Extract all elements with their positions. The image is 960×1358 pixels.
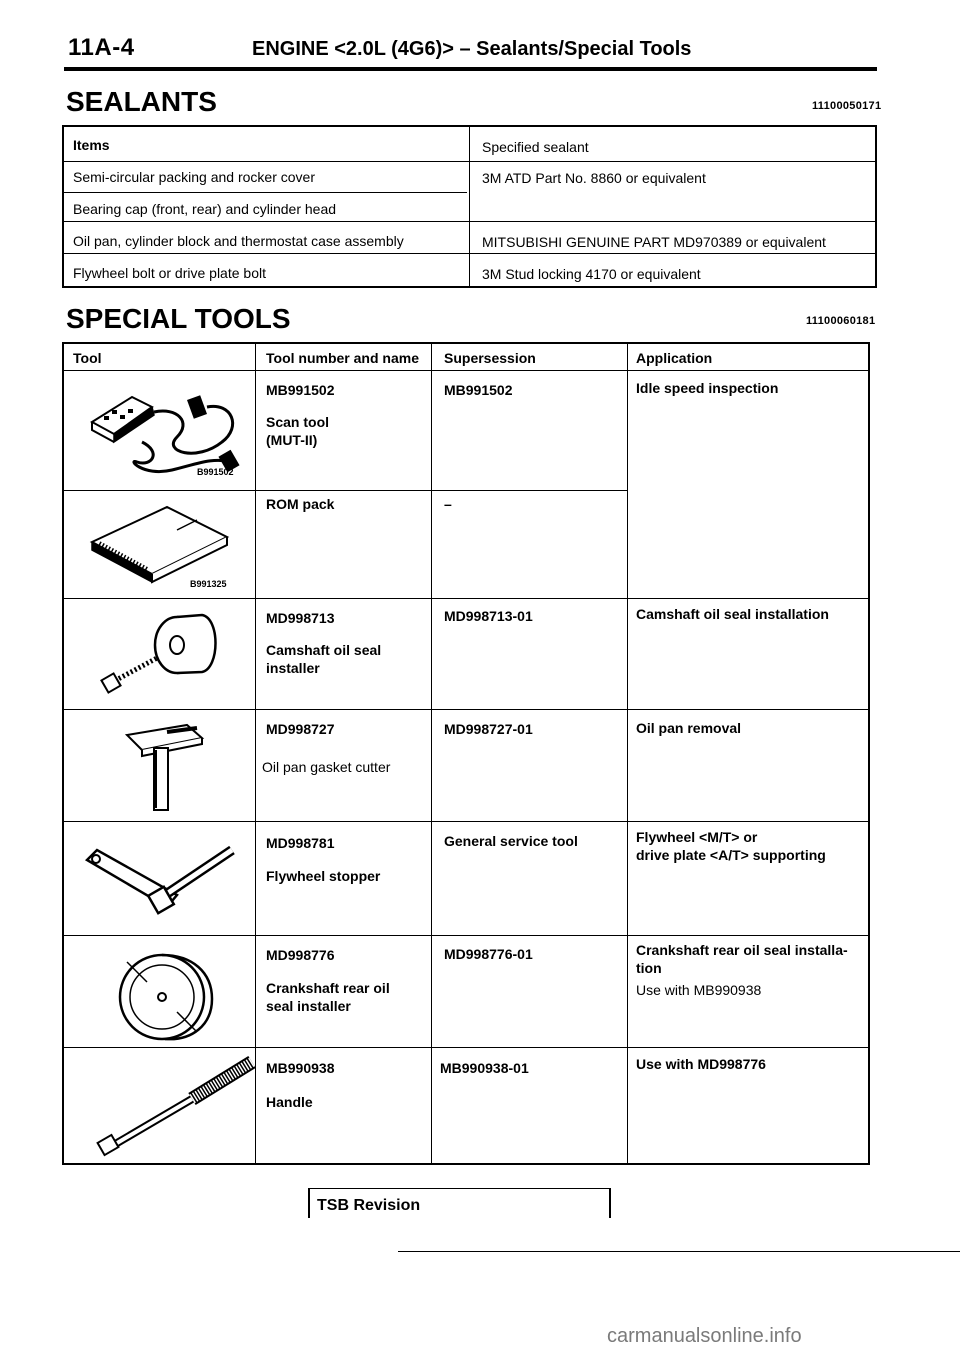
footer-box-left: [308, 1188, 310, 1218]
sealants-row-divider: [64, 253, 875, 254]
table-bottom-border: [62, 1163, 870, 1165]
sealant-row-item: Flywheel bolt or drive plate bolt: [73, 265, 266, 281]
tool-application-line: Camshaft oil seal installation: [636, 606, 829, 622]
tool-application-line: Use with MD998776: [636, 1056, 766, 1072]
tool-number: MD998776: [266, 947, 335, 963]
sealants-row-divider: [64, 221, 875, 222]
header-tool: Tool: [73, 350, 102, 366]
tool-number: MB990938: [266, 1060, 335, 1076]
figure-code: B991325: [190, 579, 227, 589]
row-divider: [62, 1047, 870, 1048]
page-number: 11A-4: [68, 34, 135, 61]
sealant-row-sealant: 3M Stud locking 4170 or equivalent: [482, 266, 701, 282]
tool-supersession: –: [444, 496, 452, 512]
sealant-row-item: Bearing cap (front, rear) and cylinder head: [73, 201, 337, 217]
column-divider: [431, 342, 432, 1165]
tool-number: MB991502: [266, 382, 335, 398]
sealants-title: SEALANTS: [66, 86, 217, 117]
handle-icon: [92, 1054, 262, 1159]
sealants-table: [62, 125, 877, 288]
column-divider: [255, 342, 256, 1165]
tool-supersession: MB991502: [444, 382, 513, 398]
sealants-column-divider: [469, 127, 470, 288]
row-divider: [62, 935, 870, 936]
special-tools-code: 11100060181: [806, 315, 876, 327]
page-title: ENGINE <2.0L (4G6)> – Sealants/Special Tools: [252, 38, 692, 60]
tool-number: MD998713: [266, 610, 335, 626]
footer-rule: [398, 1251, 960, 1252]
table-top-border: [62, 342, 870, 344]
header-supersession: Supersession: [444, 350, 536, 366]
column-divider: [627, 342, 628, 1165]
table-left-border: [62, 342, 64, 1165]
tool-application-line: Crankshaft rear oil seal installa-: [636, 942, 848, 958]
gasket-cutter-icon: [122, 720, 242, 815]
tool-application-line: Oil pan removal: [636, 720, 742, 736]
tool-name-line: Flywheel stopper: [266, 868, 381, 884]
figure-code: B991502: [197, 467, 234, 477]
sealants-header-items: Items: [73, 137, 110, 153]
tool-supersession: MD998713-01: [444, 608, 533, 624]
header-rule: [64, 67, 877, 71]
tsb-revision-box: [308, 1188, 611, 1218]
sealants-code: 11100050171: [812, 100, 882, 112]
watermark: carmanualsonline.info: [607, 1325, 802, 1347]
sealants-row-divider: [64, 161, 875, 162]
header-tool-number: Tool number and name: [266, 350, 419, 366]
tool-name-line: Camshaft oil seal: [266, 642, 382, 658]
tool-application-line: Flywheel <M/T> or: [636, 829, 758, 845]
row-divider: [62, 598, 870, 599]
tool-name-line: installer: [266, 660, 320, 676]
tool-supersession: MD998776-01: [444, 946, 533, 962]
tool-supersession: MB990938-01: [440, 1060, 529, 1076]
row-divider: [62, 821, 870, 822]
tool-supersession: General service tool: [444, 833, 578, 849]
flywheel-stopper-icon: [82, 835, 242, 930]
tool-name-line: Scan tool: [266, 414, 330, 430]
sealant-row-item: Oil pan, cylinder block and thermostat case assembly: [73, 233, 404, 249]
tool-application-line: drive plate <A/T> supporting: [636, 847, 826, 863]
sealant-row-sealant: 3M ATD Part No. 8860 or equivalent: [482, 170, 706, 186]
tool-number: MD998781: [266, 835, 335, 851]
sealants-header-sealant: Specified sealant: [482, 139, 589, 155]
table-right-border: [868, 342, 870, 1165]
row-divider: [62, 490, 628, 491]
header-application: Application: [636, 350, 713, 366]
crankshaft-seal-installer-icon: [107, 947, 227, 1042]
footer-box-right: [609, 1188, 611, 1218]
special-tools-title: SPECIAL TOOLS: [66, 303, 291, 334]
sealant-row-item: Semi-circular packing and rocker cover: [73, 169, 315, 185]
tool-name-line: ROM pack: [266, 496, 335, 512]
header-divider: [62, 370, 870, 371]
tool-name-line: Crankshaft rear oil: [266, 980, 390, 996]
tool-name-line: (MUT-II): [266, 432, 318, 448]
special-tools-table: [62, 342, 870, 1165]
tool-name-line: Handle: [266, 1094, 313, 1110]
tool-application-line: Idle speed inspection: [636, 380, 779, 396]
sealants-row-divider: [64, 192, 467, 193]
footer-box-top: [308, 1188, 611, 1189]
rom-pack-icon: [87, 502, 237, 582]
tool-number: MD998727: [266, 721, 335, 737]
tool-application-line: Use with MB990938: [636, 982, 762, 998]
tsb-revision-label: TSB Revision: [317, 1197, 421, 1214]
tool-name-line: Oil pan gasket cutter: [262, 759, 391, 775]
camshaft-seal-installer-icon: [102, 610, 232, 695]
tool-application-line: tion: [636, 960, 662, 976]
sealant-row-sealant: MITSUBISHI GENUINE PART MD970389 or equivalent: [482, 234, 826, 250]
tool-name-line: seal installer: [266, 998, 351, 1014]
tool-supersession: MD998727-01: [444, 721, 533, 737]
row-divider: [62, 709, 870, 710]
